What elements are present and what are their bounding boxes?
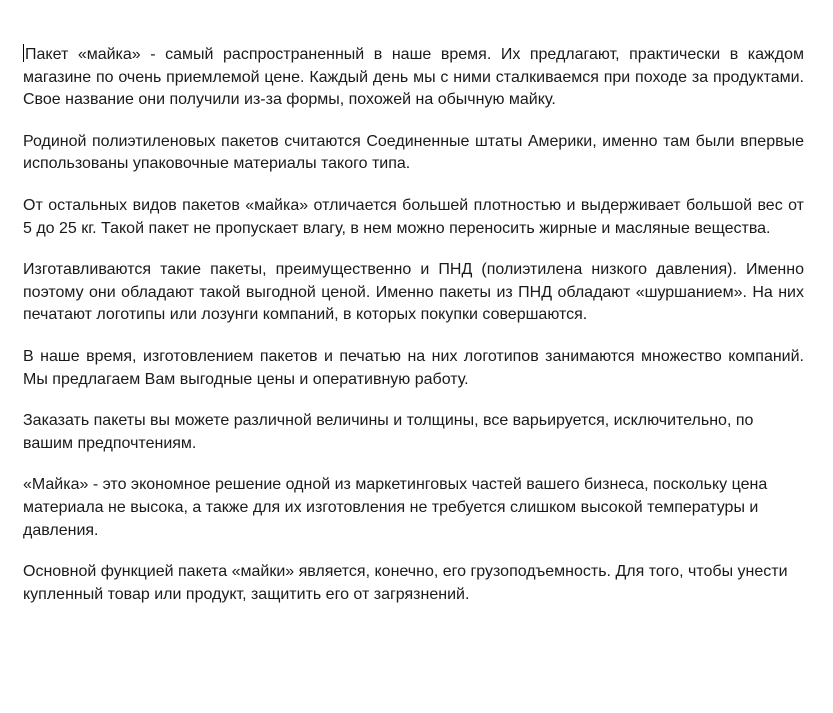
paragraph-5-text: В наше время, изготовлением пакетов и печатью на них логотипов занимаются множество компаний. Мы предлагаем Вам выгодные цены и оперативную работу.: [23, 347, 804, 388]
document-body[interactable]: [23, 44, 804, 625]
paragraph-3-text: От остальных видов пакетов «майка» отличается большей плотностью и выдерживает большой вес от 5 до 25 кг. Такой пакет не пропускает влагу, в нем можно переносить жирные и масляные вещества.: [23, 196, 804, 237]
paragraph-3: [23, 195, 804, 240]
paragraph-1-text: Пакет «майка» - самый распространенный в наше время. Их предлагают, практически в каждом магазине по очень приемлемой цене. Каждый день мы с ними сталкиваемся при походе за продуктами. Свое название они получили из-за формы, похожей на обычную майку.: [23, 46, 804, 109]
paragraph-8-text: Основной функцией пакета «майки» является, конечно, его грузоподъемность. Для того, чтобы унести купленный товар или продукт, защитить его от загрязнений.: [23, 563, 788, 603]
paragraph-2: [23, 131, 804, 176]
paragraph-4: [23, 259, 804, 327]
text-cursor: [23, 44, 24, 62]
paragraph-6: [23, 410, 804, 455]
paragraph-7: [23, 474, 804, 542]
paragraph-7-text: «Майка» - это экономное решение одной из маркетинговых частей вашего бизнеса, поскольку цена материала не высока, а также для их изготовления не требуется слишком высокой температуры и давления.: [23, 476, 768, 539]
paragraph-2-text: Родиной полиэтиленовых пакетов считаются Соединенные штаты Америки, именно там были впервые использованы упаковочные материалы такого типа.: [23, 132, 804, 173]
paragraph-4-text: Изготавливаются такие пакеты, преимущественно и ПНД (полиэтилена низкого давления). Именно поэтому они обладают такой выгодной ценой. Именно пакеты из ПНД обладают «шуршанием». На них печатают логотипы или лозунги компаний, в которых покупки совершаются.: [23, 261, 804, 324]
paragraph-1: [23, 44, 804, 112]
paragraph-8: [23, 561, 804, 606]
paragraph-6-text: Заказать пакеты вы можете различной величины и толщины, все варьируется, исключительно, по вашим предпочтениям.: [23, 412, 754, 452]
paragraph-5: [23, 346, 804, 391]
